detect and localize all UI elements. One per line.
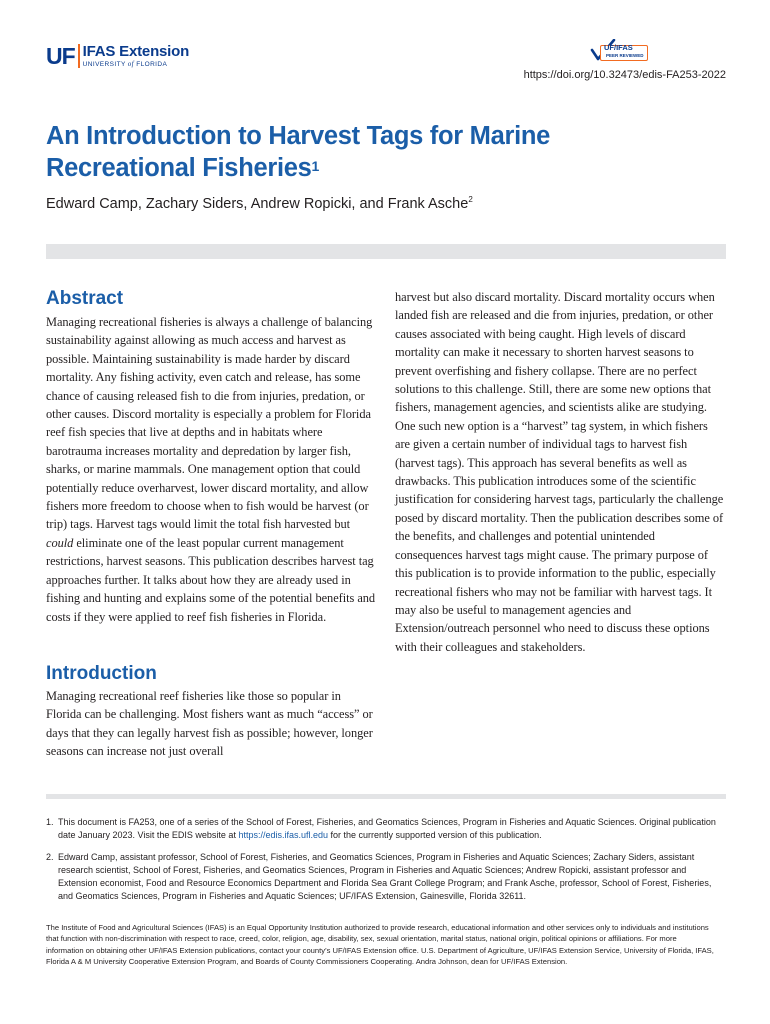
title-footnote-ref[interactable]: 1	[311, 158, 320, 174]
section-divider	[46, 244, 726, 259]
title-line-2: Recreational Fisheries	[46, 154, 312, 182]
footnote-text: Edward Camp, assistant professor, School of Forest, Fisheries, and Geomatics Sciences, Program in Fisheries and Aquatic Sciences; Zachary Siders, assistant research scientist, School of Forest, Fisheries, and Geomatics Sciences, Program in Fisheries and Aquatic Sciences; Andrew Ropicki, assistant professor and Extension economist, Food and Resource Economics Department and Florida Sea Grant College Program; and Frank Asche, professor, School of Forest, Fisheries, and Geomatics Sciences, Program in Fisheries and Aquatic Sciences; UF/IFAS Extension, Gainesville, Florida 32611.	[58, 852, 712, 901]
footnote-1	[46, 816, 726, 842]
emphasis-text: could	[46, 535, 74, 550]
abstract-text: Managing recreational fisheries is always a challenge of balancing sustainability against allowing as much access and harvest as possible. Maintaining sustainability is made harder by discard mortality. Any fishing activity, even catch and release, has some chance of causing released fish to die from injuries, predation, or other causes. Discord mortality is especially a problem for Florida reef fish species that live at depths and in habitats where barotrauma increases mortality and depredation by larger fish, sharks, or marine mammals. One management option that could potentially reduce overharvest, lower discard mortality, and allow fishers more freedom to choose when to fish would be harvest (or trip) tags. Harvest tags would limit the total fish harvested but could eliminate one of the least popular current management restrictions, harvest seasons. This publication describes harvest tag approaches further. It talks about how they are already used in fishing and hunting and explains some of the potential benefits and costs if they were applied to reef fish fisheries in Florida.	[46, 315, 376, 624]
author-names: Edward Camp, Zachary Siders, Andrew Ropicki, and Frank Asche	[46, 196, 469, 212]
introduction-heading: Introduction	[46, 663, 157, 684]
footnote-number: 2.	[46, 852, 54, 862]
edis-website-link[interactable]: https://edis.ifas.ufl.edu	[238, 830, 329, 840]
badge-sublabel: PEER REVIEWED	[606, 53, 644, 58]
right-column-text: harvest but also discard mortality. Discard mortality occurs when landed fish are released and die from injuries, predation, or other causes associated with being caught. High levels of discard mortality can make it necessary to shorten harvest seasons to prevent overfishing and fishery collapse. There are no perfect solutions to this challenge. Still, there are some new options that fishers, management agencies, and scientists alike are studying. One such new option is a “harvest” tag system, in which fishers are given a certain number of individual tags to harvest fish (harvest tags). This approach has several benefits as well as drawbacks. This publication introduces some of the scientific justification for considering harvest tags, particularly the challenge posed by discard mortality. Then the publication describes some of the benefits, and challenges and potential unintended consequences harvest tags might cause. The primary purpose of this publication is to provide information to the public, especially recreational fishers who may not be familiar with harvest tags. It may also be useful to management agencies and Extension/outreach personnel who need to discuss these options with their colleagues and stakeholders.	[395, 290, 724, 654]
footnote-number: 1.	[46, 817, 54, 827]
page-title	[46, 120, 666, 184]
author-footnote-ref[interactable]: 2	[468, 195, 473, 204]
uf-ifas-extension-logo[interactable]	[46, 44, 189, 69]
peer-reviewed-badge	[590, 39, 650, 65]
logo-text	[83, 44, 189, 69]
footnote-divider	[46, 794, 726, 799]
author-list	[46, 196, 726, 212]
equal-opportunity-disclaimer: The Institute of Food and Agricultural Sciences (IFAS) is an Equal Opportunity Institution authorized to provide research, educational information and other services only to individuals and institutions that function with non-discrimination with respect to race, creed, color, religion, age, disability, sex, sexual orientation, marital status, national origin, political opinions or affiliations. For more information on obtaining other UF/IFAS Extension publications, contact your county’s UF/IFAS Extension office. U.S. Department of Agriculture, UF/IFAS Extension Service, University of Florida, IFAS, Florida A & M University Cooperative Extension Program, and Boards of County Commissioners Cooperating. Andra Johnson, dean for UF/IFAS Extension.	[46, 923, 714, 967]
uf-logo-mark: UF	[46, 43, 75, 69]
doi-link[interactable]: https://doi.org/10.32473/edis-FA253-2022	[523, 69, 726, 81]
document-header	[46, 42, 726, 92]
logo-divider	[78, 44, 80, 68]
badge-label: UF/IFAS	[604, 43, 633, 52]
university-name: UNIVERSITY of FLORIDA	[82, 60, 168, 68]
abstract-heading: Abstract	[46, 288, 124, 309]
footnote-2	[46, 851, 726, 903]
introduction-text: Managing recreational reef fisheries like those so popular in Florida can be challenging. Most fishers want as much “access” or days that they can legally harvest fish as possible; however, longer seasons can increase not just overall	[46, 689, 373, 759]
title-line-1: An Introduction to Harvest Tags for Marine	[46, 122, 551, 150]
footnotes	[46, 816, 726, 912]
footnote-text: This document is FA253, one of a series of the School of Forest, Fisheries, and Geomatics Sciences, Program in Fisheries and Aquatic Sciences. Original publication date January 2023. Visit the EDIS website at https://edis.ifas.ufl.edu for the currently supported version of this publication.	[58, 817, 716, 840]
ifas-extension-name: IFAS Extension	[82, 43, 190, 60]
